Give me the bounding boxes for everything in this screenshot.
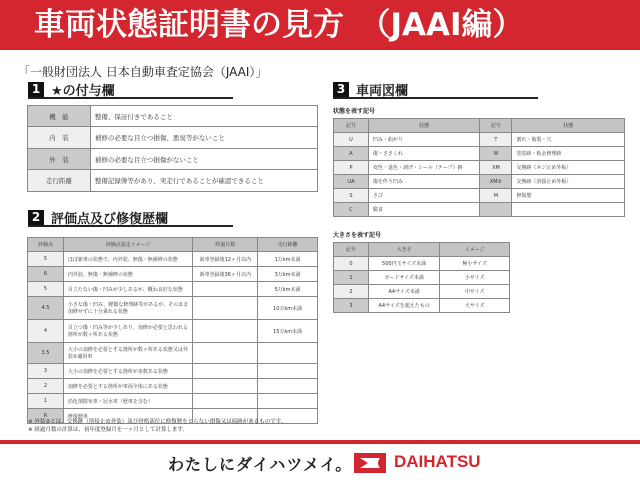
size-symbols-table — [333, 242, 510, 313]
column-header: 大きさ — [368, 243, 440, 257]
table-cell: 2 — [334, 285, 369, 299]
table-row — [28, 364, 318, 379]
table-cell: 交換跡（溶接止め外板） — [512, 175, 625, 189]
section-1-heading — [28, 82, 233, 99]
column-header: 状態 — [368, 119, 480, 133]
table-cell: XM — [480, 161, 512, 175]
table-cell: 3 — [334, 299, 369, 313]
table-cell: 走行距離 — [28, 170, 91, 192]
table-cell: 大サイズ — [440, 299, 510, 313]
table-cell: 消化剤散布車・冠水車（歴車を含む） — [63, 394, 193, 409]
table-cell: 新車登録後36ヶ月以内 — [193, 267, 258, 282]
table-row — [28, 252, 318, 267]
table-row — [334, 175, 625, 189]
header-row — [334, 243, 510, 257]
condition-symbols-table — [333, 118, 625, 217]
daihatsu-logo-icon — [354, 453, 386, 473]
table-cell: 内外装、無傷・無補修の状態 — [63, 267, 193, 282]
table-cell — [258, 394, 318, 409]
table-cell: UA — [334, 175, 369, 189]
table-cell — [193, 394, 258, 409]
column-header: 記号 — [480, 119, 512, 133]
header-row — [334, 119, 625, 133]
table-cell: 加修を必要とする箇所が車両全体にある状態 — [63, 379, 193, 394]
table-cell: 割れ・亀裂・穴 — [512, 133, 625, 147]
column-header: 記号 — [334, 119, 369, 133]
table-cell — [193, 379, 258, 394]
table-row — [28, 127, 318, 149]
section-number: 3 — [333, 82, 349, 97]
table-cell: 2 — [28, 379, 64, 394]
table-cell: 6 — [28, 267, 64, 282]
table-cell: 小サイズ — [440, 271, 510, 285]
table-cell: 3万km未満 — [258, 267, 318, 282]
table-cell: カードサイズ未満 — [368, 271, 440, 285]
table-row — [28, 343, 318, 364]
table-row — [28, 394, 318, 409]
section-title: ★の付与欄 — [51, 84, 115, 99]
column-header: イメージ — [440, 243, 510, 257]
table-cell: 補修の必要な目立つ損傷、悪臭等がないこと — [90, 127, 317, 149]
table-cell: C — [334, 203, 369, 217]
table-cell: 1 — [334, 271, 369, 285]
table-cell: 凹み・曲がり — [368, 133, 480, 147]
table-cell: 15万km未満 — [258, 320, 318, 343]
table-cell: 外 装 — [28, 149, 91, 170]
table-cell: M — [480, 189, 512, 203]
table-row — [28, 379, 318, 394]
table-row — [334, 257, 510, 271]
size-symbols-label: 大きさを表す記号 — [333, 232, 382, 239]
table-cell — [258, 364, 318, 379]
table-cell: 目立つ傷・凹み等が少しあり、加修が必要と思われる箇所が数ヶ所ある状態 — [63, 320, 193, 343]
table-row — [28, 170, 318, 192]
column-header: 経過月数 — [193, 238, 258, 252]
column-header: 評価点設定イメージ — [63, 238, 193, 252]
organization-name: 「一般財団法人 日本自動車査定協会（JAAI）」 — [18, 65, 268, 79]
table-cell: 3.5 — [28, 343, 64, 364]
notes — [28, 418, 286, 434]
slogan: わたしにダイハツメイ。 — [168, 455, 353, 474]
table-row — [334, 203, 625, 217]
section-title: 車両図欄 — [356, 84, 409, 99]
section-3-heading — [333, 82, 538, 99]
page-title: 車両状態証明書の見方 （JAAI編） — [0, 0, 640, 50]
table-cell: 500円玉サイズ未満 — [368, 257, 440, 271]
table-cell: 0 — [334, 257, 369, 271]
table-cell: 塗装跡・板金修理跡 — [512, 147, 625, 161]
table-cell: 変色・退色・剥げ・シール（テープ）跡 — [368, 161, 480, 175]
brand-name: DAIHATSU — [394, 452, 481, 471]
column-header: 評価点 — [28, 238, 64, 252]
table-cell: 内 装 — [28, 127, 91, 149]
table-row — [334, 271, 510, 285]
table-cell: 修復歴 — [512, 189, 625, 203]
table-cell: 大小の加修を必要とする箇所が数ヶ所ある状態又は外装②適用車 — [63, 343, 193, 364]
table-cell: XM② — [480, 175, 512, 189]
condition-symbols-label: 状態を表す記号 — [333, 108, 376, 115]
table-cell: 新車登録後12ヶ月以内 — [193, 252, 258, 267]
table-cell — [193, 343, 258, 364]
table-cell: 5万km未満 — [258, 282, 318, 297]
table-cell: W — [480, 147, 512, 161]
table-cell — [480, 203, 512, 217]
table-cell: 交換跡（ネジ止め外板） — [512, 161, 625, 175]
table-cell: A — [334, 147, 369, 161]
table-cell: 小さな傷・凹み、軽微な修理跡等があるが、そのまま加修せずに十分乗れる状態 — [63, 297, 193, 320]
table-cell: T — [480, 133, 512, 147]
table-cell: 目立たない傷・凹みが少しあるが、概ね良好な状態 — [63, 282, 193, 297]
table-cell: 傷を伴う凹み — [368, 175, 480, 189]
table-cell: 極小サイズ — [440, 257, 510, 271]
table-row — [28, 149, 318, 170]
table-row — [28, 267, 318, 282]
table-row — [334, 161, 625, 175]
column-header: 状態 — [512, 119, 625, 133]
table-cell — [258, 379, 318, 394]
divider — [0, 440, 640, 444]
table-row — [334, 189, 625, 203]
table-cell — [193, 364, 258, 379]
table-row — [334, 285, 510, 299]
header-row — [28, 238, 318, 252]
table-cell: 腐食 — [368, 203, 480, 217]
table-cell: 10万km未満 — [258, 297, 318, 320]
table-cell — [193, 282, 258, 297]
table-cell — [512, 203, 625, 217]
table-cell: 3 — [28, 364, 64, 379]
table-cell — [193, 297, 258, 320]
section-2-heading — [28, 210, 233, 227]
table-cell: 4.5 — [28, 297, 64, 320]
table-cell: S — [334, 189, 369, 203]
table-cell: U — [334, 133, 369, 147]
table-cell: 整備、保証付きであること — [90, 106, 317, 127]
score-table — [27, 237, 318, 424]
table-cell: A4サイズ未満 — [368, 285, 440, 299]
table-row — [334, 299, 510, 313]
table-cell — [258, 343, 318, 364]
table-row — [28, 106, 318, 127]
section-number: 2 — [28, 210, 44, 225]
table-cell: 傷・ささくれ — [368, 147, 480, 161]
table-cell: 1万km未満 — [258, 252, 318, 267]
star-table — [27, 105, 318, 192]
table-cell: 補修の必要な目立つ損傷がないこと — [90, 149, 317, 170]
table-cell: 4 — [28, 320, 64, 343]
table-cell: 修復歴車 — [63, 409, 193, 424]
table-cell — [193, 320, 258, 343]
note: ※ 経過月数の計算は、初年度登録月を一ヶ月として計算します。 — [28, 427, 188, 433]
column-header: 走行距離 — [258, 238, 318, 252]
table-cell: 5 — [28, 282, 64, 297]
section-title: 評価点及び修復歴欄 — [51, 212, 169, 227]
table-cell: 中サイズ — [440, 285, 510, 299]
table-cell: 大小の加修を必要とする箇所が多数ある状態 — [63, 364, 193, 379]
table-cell: 機 能 — [28, 106, 91, 127]
table-cell: さび — [368, 189, 480, 203]
table-cell: P — [334, 161, 369, 175]
table-cell: 整備記録簿等があり、実走行であることが確認できること — [90, 170, 317, 192]
table-row — [28, 320, 318, 343]
table-cell: ほぼ新車の状態で、内外装、無傷・無補修の状態 — [63, 252, 193, 267]
table-row — [334, 147, 625, 161]
table-row — [28, 282, 318, 297]
note: ※ 外装②とは、交換跡（溶接止め外装）及び骨格部位に修復歴をとらない損傷又は痕跡があるものです。 — [28, 419, 287, 425]
table-cell: 1 — [28, 394, 64, 409]
section-number: 1 — [28, 82, 44, 97]
table-cell: A4サイズを超えたもの — [368, 299, 440, 313]
table-row — [334, 133, 625, 147]
table-cell: 5 — [28, 252, 64, 267]
table-cell: R — [28, 409, 64, 424]
column-header: 記号 — [334, 243, 369, 257]
table-row — [28, 297, 318, 320]
